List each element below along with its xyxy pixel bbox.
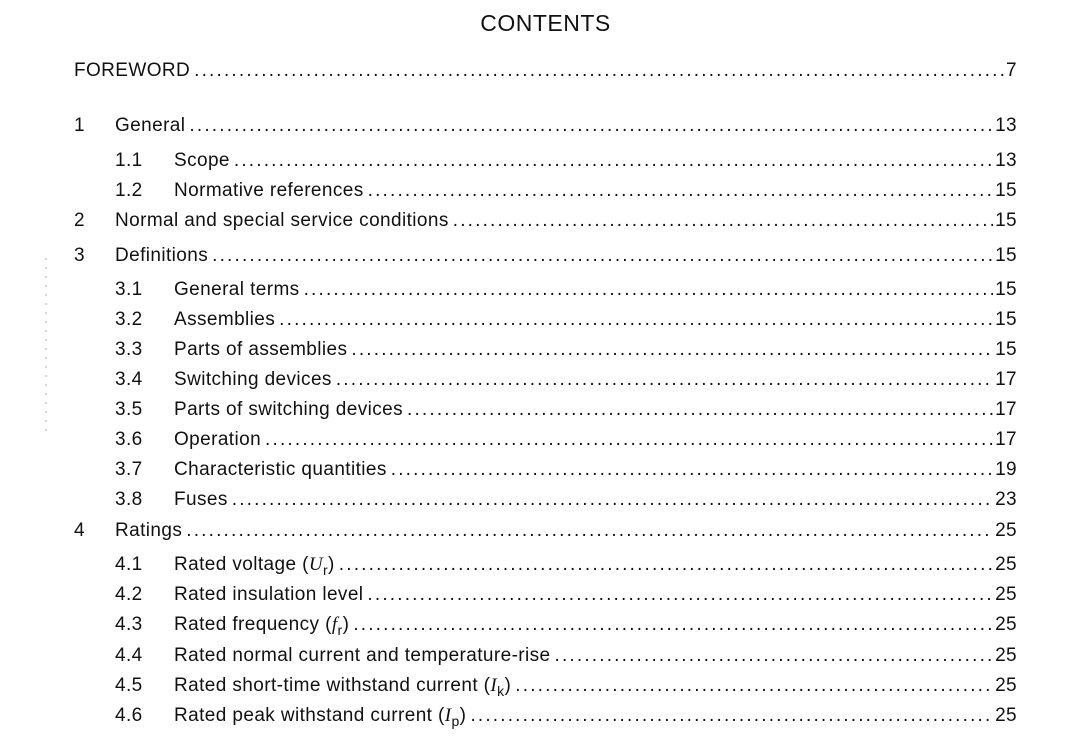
dot-leader bbox=[368, 180, 993, 202]
dot-leader bbox=[232, 489, 993, 511]
toc-entry-number: 3.2 bbox=[115, 309, 143, 330]
toc-entry-title bbox=[115, 245, 208, 267]
toc-entry-title-text: Parts of assemblies bbox=[174, 339, 348, 360]
toc-entry-number: 3.7 bbox=[115, 459, 143, 480]
toc-entry-title-text: Rated voltage ( bbox=[174, 554, 309, 575]
toc-entry[interactable] bbox=[0, 429, 1075, 455]
toc-entry[interactable] bbox=[0, 369, 1075, 395]
toc-entry-number: 3.3 bbox=[115, 339, 143, 360]
toc-entry-page: 15 bbox=[995, 210, 1017, 231]
toc-entry-page: 15 bbox=[995, 309, 1017, 330]
toc-entry[interactable] bbox=[0, 584, 1075, 610]
toc-entry-page: 23 bbox=[995, 489, 1017, 510]
dot-leader bbox=[351, 339, 993, 361]
toc-entry-title bbox=[174, 399, 403, 421]
toc-entry-page: 25 bbox=[995, 554, 1017, 575]
dot-leader bbox=[407, 399, 993, 421]
dot-leader bbox=[189, 115, 993, 137]
toc-entry[interactable] bbox=[0, 210, 1075, 236]
toc-entry-title-text: Normal and special service conditions bbox=[115, 210, 449, 231]
toc-entry-subscript: k bbox=[497, 683, 505, 699]
toc-entry-title-text: General bbox=[115, 115, 186, 136]
toc-entry-number: 4.2 bbox=[115, 584, 143, 605]
toc-entry-symbol: f bbox=[331, 614, 338, 635]
toc-entry-title bbox=[174, 645, 551, 667]
dot-leader bbox=[234, 150, 993, 172]
toc-entry-title-text: Definitions bbox=[115, 245, 209, 266]
dot-leader bbox=[367, 584, 993, 606]
toc-entry-title bbox=[115, 210, 449, 232]
toc-entry[interactable] bbox=[0, 614, 1075, 640]
toc-entry-title bbox=[174, 614, 349, 638]
toc-entry-title-text: Rated short-time withstand current ( bbox=[174, 675, 491, 696]
toc-entry-title bbox=[74, 60, 190, 82]
dot-leader bbox=[353, 614, 993, 636]
toc-entry-title bbox=[174, 459, 387, 481]
toc-entry-page: 17 bbox=[995, 429, 1017, 450]
toc-entry[interactable] bbox=[0, 309, 1075, 335]
toc-entry-title-text: Switching devices bbox=[174, 369, 332, 390]
toc-entry-title-text: Ratings bbox=[115, 520, 183, 541]
toc-entry[interactable] bbox=[0, 459, 1075, 485]
toc-entry-title-text: FOREWORD bbox=[74, 60, 191, 81]
toc-entry-number: 1 bbox=[74, 115, 85, 136]
toc-entry-page: 19 bbox=[995, 459, 1017, 480]
toc-entry[interactable] bbox=[0, 399, 1075, 425]
toc-entry-page: 25 bbox=[995, 614, 1017, 635]
toc-entry[interactable] bbox=[0, 520, 1075, 546]
toc-entry-title bbox=[115, 520, 182, 542]
dot-leader bbox=[194, 60, 1004, 82]
toc-entry-subscript: p bbox=[451, 713, 460, 729]
toc-entry-title-suffix: ) bbox=[328, 554, 335, 575]
toc-entry[interactable] bbox=[0, 60, 1075, 86]
toc-entry-symbol: U bbox=[308, 554, 323, 575]
toc-entry-number: 3.6 bbox=[115, 429, 143, 450]
toc-entry-subscript: r bbox=[337, 622, 343, 638]
toc-entry-title bbox=[174, 150, 230, 172]
toc-entry-page: 25 bbox=[995, 584, 1017, 605]
toc-entry-number: 4.6 bbox=[115, 705, 143, 726]
toc-entry-page: 15 bbox=[995, 180, 1017, 201]
toc-entry-symbol: I bbox=[490, 675, 498, 696]
toc-entry-page: 15 bbox=[995, 245, 1017, 266]
page-title: CONTENTS bbox=[480, 10, 611, 36]
toc-entry-title bbox=[174, 675, 511, 699]
toc-entry-title bbox=[115, 115, 185, 137]
dot-leader bbox=[555, 645, 994, 667]
toc-entry[interactable] bbox=[0, 489, 1075, 515]
toc-entry-number: 3.4 bbox=[115, 369, 143, 390]
toc-entry-number: 1.2 bbox=[115, 180, 143, 201]
toc-entry-number: 4.3 bbox=[115, 614, 143, 635]
dot-leader bbox=[453, 210, 993, 232]
toc-entry-title-text: Rated normal current and temperature-rise bbox=[174, 645, 551, 666]
toc-entry-title-text: Rated peak withstand current ( bbox=[174, 705, 445, 726]
toc-entry[interactable] bbox=[0, 279, 1075, 305]
toc-entry-subscript: r bbox=[322, 562, 329, 578]
toc-entry-number: 3.5 bbox=[115, 399, 143, 420]
toc-entry-page: 15 bbox=[995, 279, 1017, 300]
dot-leader bbox=[304, 279, 993, 301]
toc-entry-title-text: Normative references bbox=[174, 180, 364, 201]
toc-entry[interactable] bbox=[0, 150, 1075, 176]
toc-entry-page: 25 bbox=[995, 520, 1017, 541]
toc-entry-title-text: Parts of switching devices bbox=[174, 399, 403, 420]
toc-entry-title bbox=[174, 705, 466, 729]
dot-leader bbox=[265, 429, 993, 451]
toc-entry[interactable] bbox=[0, 554, 1075, 580]
toc-entry-number: 4.5 bbox=[115, 675, 143, 696]
dot-leader bbox=[336, 369, 993, 391]
toc-entry-number: 4.1 bbox=[115, 554, 143, 575]
toc-entry-page: 13 bbox=[995, 150, 1017, 171]
toc-entry-number: 3.8 bbox=[115, 489, 143, 510]
toc-entry-title bbox=[174, 279, 300, 301]
toc-entry-title-text: General terms bbox=[174, 279, 300, 300]
toc-entry-title bbox=[174, 309, 275, 331]
toc-entry-page: 13 bbox=[995, 115, 1017, 136]
toc-entry-title bbox=[174, 429, 261, 451]
toc-entry-title bbox=[174, 180, 364, 202]
toc-entry[interactable] bbox=[0, 245, 1075, 271]
toc-entry-number: 4 bbox=[74, 520, 85, 541]
toc-entry-title-text: Fuses bbox=[174, 489, 228, 510]
toc-entry-page: 7 bbox=[1006, 60, 1017, 81]
toc-entry-title bbox=[174, 554, 335, 578]
toc-entry-title-suffix: ) bbox=[342, 614, 350, 635]
toc-entry-number: 2 bbox=[74, 210, 85, 231]
dot-leader bbox=[186, 520, 993, 542]
toc-entry-page: 17 bbox=[995, 369, 1017, 390]
toc-entry[interactable] bbox=[0, 180, 1075, 206]
toc-entry-title-text: Characteristic quantities bbox=[174, 459, 387, 480]
toc-entry-number: 4.4 bbox=[115, 645, 143, 666]
toc-entry[interactable] bbox=[0, 115, 1075, 141]
toc-entry-title-text: Rated frequency ( bbox=[174, 614, 332, 635]
toc-entry[interactable] bbox=[0, 645, 1075, 671]
dot-leader bbox=[339, 554, 993, 576]
toc-entry-number: 1.1 bbox=[115, 150, 143, 171]
dot-leader bbox=[279, 309, 993, 331]
toc-entry-title-text: Operation bbox=[174, 429, 262, 450]
toc-entry[interactable] bbox=[0, 705, 1075, 731]
toc-entry-number: 3.1 bbox=[115, 279, 143, 300]
dot-leader bbox=[391, 459, 993, 481]
toc-entry-page: 17 bbox=[995, 399, 1017, 420]
toc-entry-title-suffix: ) bbox=[504, 675, 512, 696]
toc-entry-title-text: Rated insulation level bbox=[174, 584, 364, 605]
dot-leader bbox=[470, 705, 993, 727]
toc-entry-page: 25 bbox=[995, 705, 1017, 726]
toc-entry-title bbox=[174, 339, 347, 361]
toc-entry-title-text: Scope bbox=[174, 150, 230, 171]
toc-entry-page: 25 bbox=[995, 675, 1017, 696]
toc-entry[interactable] bbox=[0, 675, 1075, 701]
toc-entry-page: 25 bbox=[995, 645, 1017, 666]
toc-entry-page: 15 bbox=[995, 339, 1017, 360]
toc-entry-title bbox=[174, 584, 363, 606]
dot-leader bbox=[515, 675, 993, 697]
toc-entry-title bbox=[174, 489, 228, 511]
toc-entry-symbol: I bbox=[444, 705, 452, 726]
toc-entry-title-text: Assemblies bbox=[174, 309, 276, 330]
toc-entry-title bbox=[174, 369, 332, 391]
dot-leader bbox=[212, 245, 993, 267]
toc-entry-title-suffix: ) bbox=[459, 705, 467, 726]
toc-entry[interactable] bbox=[0, 339, 1075, 365]
toc-entry-number: 3 bbox=[74, 245, 85, 266]
